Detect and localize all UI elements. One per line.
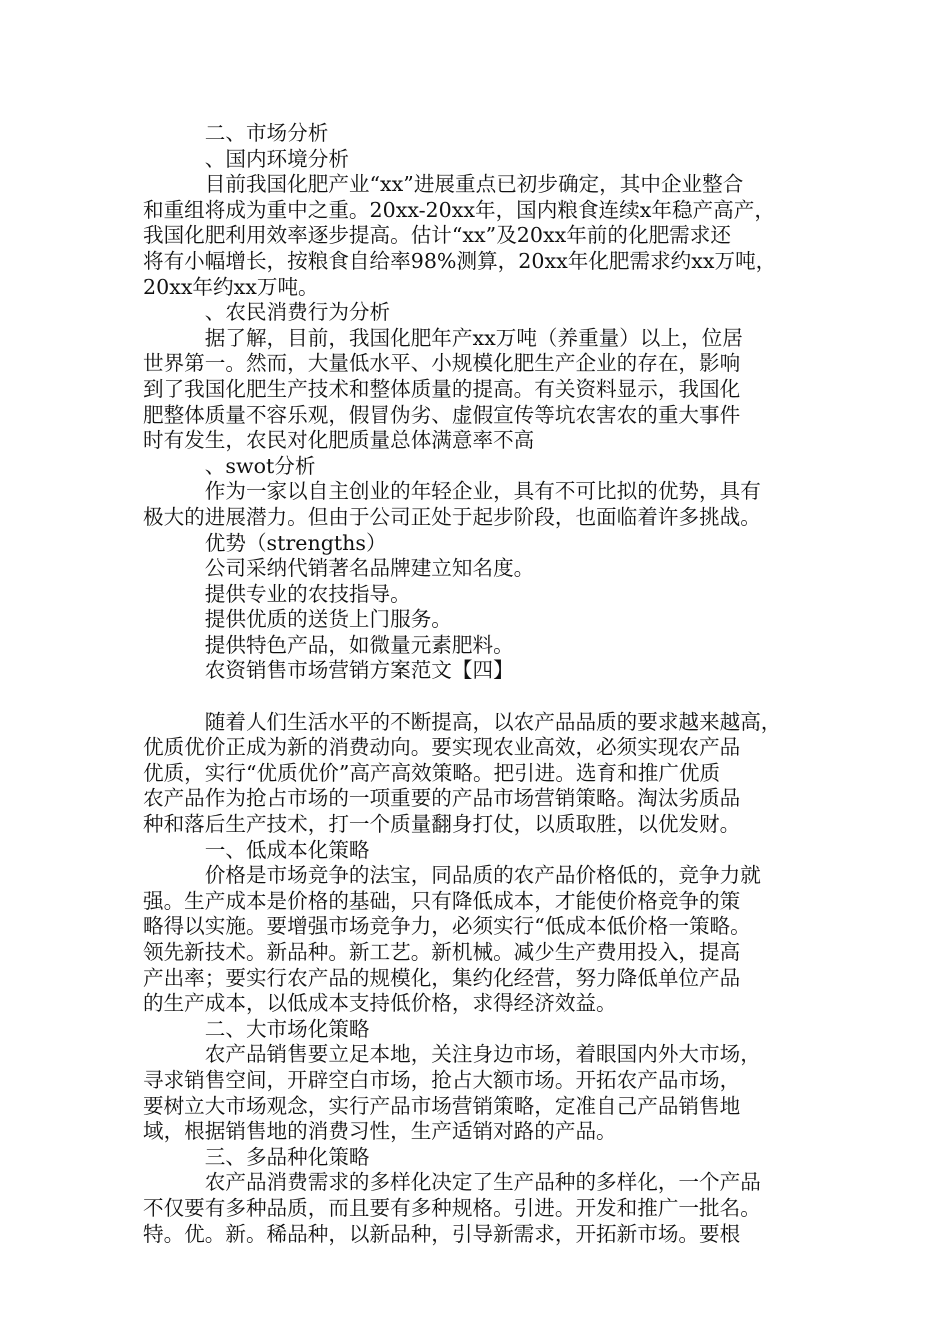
paragraph-line: 农产品消费需求的多样化决定了生产品种的多样化，一个产品 xyxy=(143,1170,761,1195)
paragraph-line: 域，根据销售地的消费习性，生产适销对路的产品。 xyxy=(143,1119,617,1144)
paragraph-line: 据了解，目前，我国化肥年产xx万吨（养重量）以上，位居 xyxy=(143,325,743,350)
list-item: 提供优质的送货上门服务。 xyxy=(143,607,452,632)
paragraph-line: 世界第一。然而，大量低水平、小规模化肥生产企业的存在，影响 xyxy=(143,351,741,376)
paragraph-line: 不仅要有多种品质，而且要有多种规格。引进。开发和推广一批名。 xyxy=(143,1195,761,1220)
paragraph-line: 我国化肥利用效率逐步提高。估计“xx”及20xx年前的化肥需求还 xyxy=(143,223,731,248)
list-item: 提供特色产品，如微量元素肥料。 xyxy=(143,632,514,657)
section-heading: 二、市场分析 xyxy=(143,121,329,145)
paragraph-line: 20xx年约xx万吨。 xyxy=(143,274,319,299)
paragraph-line: 极大的进展潜力。但由于公司正处于起步阶段，也面临着许多挑战。 xyxy=(143,504,761,529)
paragraph-line: 特。优。新。稀品种，以新品种，引导新需求，开拓新市场。要根 xyxy=(143,1221,741,1246)
paragraph-line: 农产品销售要立足本地，关注身边市场，着眼国内外大市场， xyxy=(143,1042,761,1067)
blank-line xyxy=(143,684,815,710)
list-item: 提供专业的农技指导。 xyxy=(143,581,411,606)
subsection-heading: 、农民消费行为分析 xyxy=(143,300,391,325)
subsection-heading: 、国内环境分析 xyxy=(143,146,349,171)
paragraph-line: 寻求销售空间，开辟空白市场，抢占大额市场。开拓农产品市场， xyxy=(143,1067,741,1092)
paragraph-line: 肥整体质量不容乐观，假冒伪劣、虚假宣传等坑农害农的重大事件 xyxy=(143,402,741,427)
paragraph-line: 目前我国化肥产业“xx”进展重点已初步确定，其中企业整合 xyxy=(143,172,744,197)
paragraph-line: 产出率；要实行农产品的规模化，集约化经营，努力降低单位产品 xyxy=(143,965,741,990)
paragraph-line: 要树立大市场观念，实行产品市场营销策略，定准自己产品销售地 xyxy=(143,1093,741,1118)
section-heading: 三、多品种化策略 xyxy=(143,1144,370,1169)
section-heading: 一、低成本化策略 xyxy=(143,837,370,862)
paragraph-line: 作为一家以自主创业的年轻企业，具有不可比拟的优势，具有 xyxy=(143,479,761,504)
paragraph-line: 种和落后生产技术，打一个质量翻身打仗，以质取胜，以优发财。 xyxy=(143,812,741,837)
paragraph-line: 时有发生，农民对化肥质量总体满意率不高 xyxy=(143,428,535,453)
article-title: 农资销售市场营销方案范文【四】 xyxy=(143,658,514,683)
document-body xyxy=(143,121,815,1247)
section-heading: 二、大市场化策略 xyxy=(143,1016,370,1041)
subsection-heading: 、swot分析 xyxy=(143,453,316,478)
paragraph-line: 随着人们生活水平的不断提高，以农产品品质的要求越来越高， xyxy=(143,709,782,734)
paragraph-line: 农产品作为抢占市场的一项重要的产品市场营销策略。淘汰劣质品 xyxy=(143,786,741,811)
paragraph-line: 将有小幅增长，按粮食自给率98%测算，20xx年化肥需求约xx万吨， xyxy=(143,248,777,273)
paragraph-line: 和重组将成为重中之重。20xx-20xx年，国内粮食连续x年稳产高产， xyxy=(143,197,775,222)
paragraph-line: 的生产成本，以低成本支持低价格，求得经济效益。 xyxy=(143,991,617,1016)
paragraph-line: 优质优价正成为新的消费动向。要实现农业高效，必须实现农产品 xyxy=(143,735,741,760)
paragraph-line: 优质，实行“优质优价”高产高效策略。把引进。选育和推广优质 xyxy=(143,760,721,785)
paragraph-line: 价格是市场竞争的法宝，同品质的农产品价格低的，竞争力就 xyxy=(143,863,761,888)
paragraph-line: 领先新技术。新品种。新工艺。新机械。减少生产费用投入，提高 xyxy=(143,940,741,964)
list-item: 公司采纳代销著名品牌建立知名度。 xyxy=(143,556,535,581)
paragraph-line: 到了我国化肥生产技术和整体质量的提高。有关资料显示，我国化 xyxy=(143,376,741,401)
paragraph-line: 略得以实施。要增强市场竞争力，必须实行“低成本低价格一策略。 xyxy=(143,914,751,939)
paragraph-line: 强。生产成本是价格的基础，只有降低成本，才能使价格竞争的策 xyxy=(143,888,741,913)
list-heading: 优势（strengths） xyxy=(143,530,387,555)
